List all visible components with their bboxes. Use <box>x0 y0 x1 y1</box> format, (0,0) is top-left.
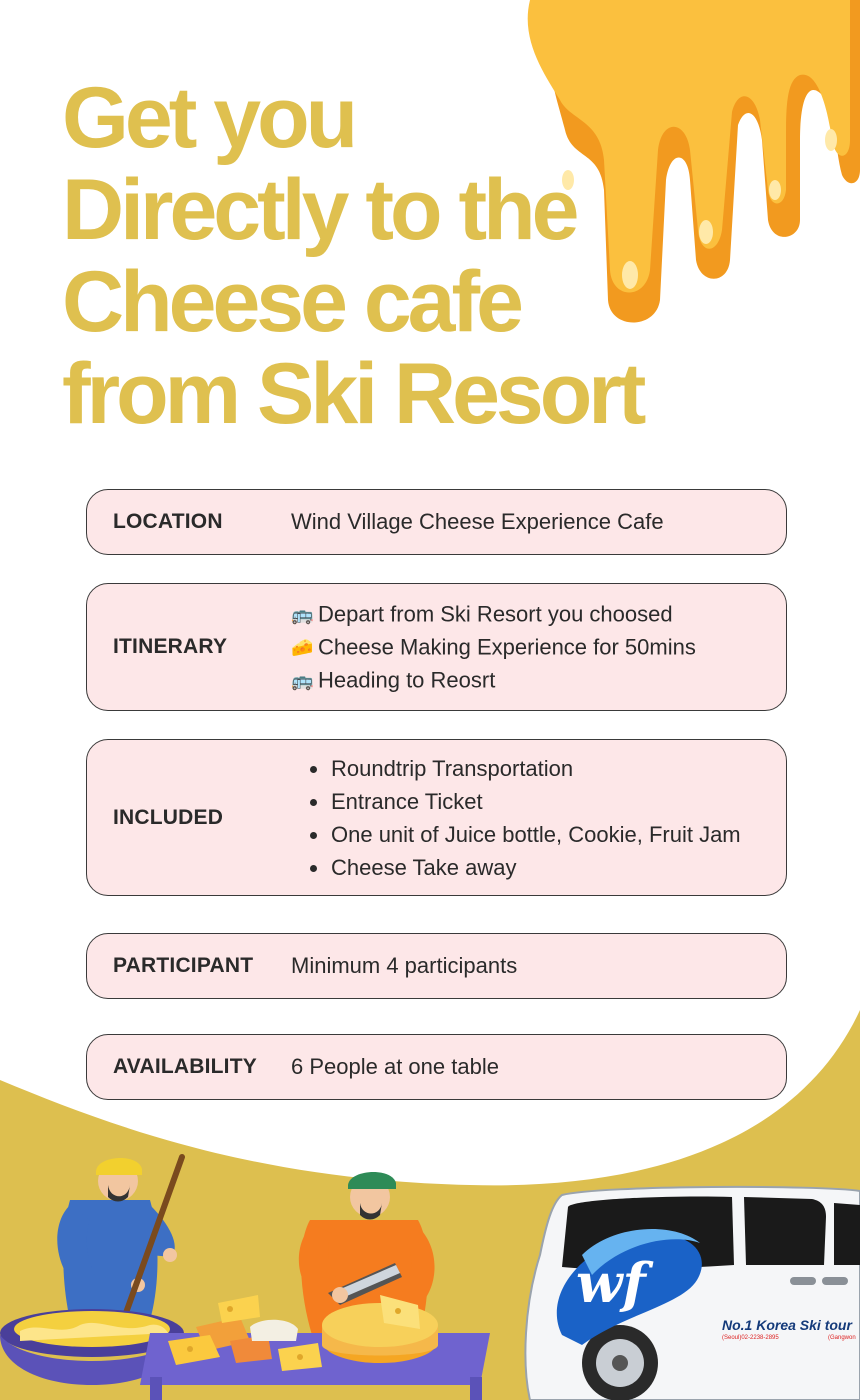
list-item: Cheese Take away <box>331 851 741 884</box>
availability-card <box>86 1034 787 1100</box>
bus-icon: 🚌 <box>291 670 314 690</box>
itinerary-item <box>291 631 696 664</box>
van-phone-gangwon: (Gangwon <box>828 1335 856 1341</box>
headline-line-3: Cheese cafe <box>62 254 520 350</box>
headline-line-2: Directly to the <box>62 162 576 258</box>
list-item: One unit of Juice bottle, Cookie, Fruit Jam <box>331 818 741 851</box>
itinerary-text: Heading to Reosrt <box>318 667 496 693</box>
headline <box>62 72 762 440</box>
itinerary-label: ITINERARY <box>113 635 228 658</box>
list-item: Roundtrip Transportation <box>331 752 741 785</box>
van-tagline: No.1 Korea Ski tour <box>722 1317 852 1333</box>
van-phone-seoul: (Seoul)02-2238-2895 <box>722 1335 779 1341</box>
list-item: Entrance Ticket <box>331 785 741 818</box>
bus-icon: 🚌 <box>291 604 314 624</box>
included-card <box>86 739 787 896</box>
itinerary-text: Cheese Making Experience for 50mins <box>318 634 696 660</box>
headline-line-4: from Ski Resort <box>62 346 643 442</box>
location-card <box>86 489 787 555</box>
cheese-icon: 🧀 <box>291 637 314 657</box>
location-label: LOCATION <box>113 510 223 533</box>
location-value: Wind Village Cheese Experience Cafe <box>291 509 664 534</box>
included-label: INCLUDED <box>113 805 224 829</box>
itinerary-card <box>86 583 787 711</box>
cheese-makers-illustration <box>0 1145 500 1400</box>
worker-stirring-icon <box>57 1157 182 1335</box>
availability-label: AVAILABILITY <box>113 1055 257 1078</box>
headline-line-1: Get you <box>62 70 355 166</box>
availability-value: 6 People at one table <box>291 1054 499 1079</box>
wf-logo-icon: wf <box>576 1251 646 1315</box>
participant-card <box>86 933 787 999</box>
itinerary-item <box>291 664 696 697</box>
itinerary-text: Depart from Ski Resort you choosed <box>318 601 673 627</box>
van-illustration <box>522 1185 860 1400</box>
participant-value: Minimum 4 participants <box>291 953 518 978</box>
itinerary-item <box>291 598 696 631</box>
participant-label: PARTICIPANT <box>113 954 254 977</box>
itinerary-list <box>291 598 696 697</box>
included-list <box>331 752 741 884</box>
